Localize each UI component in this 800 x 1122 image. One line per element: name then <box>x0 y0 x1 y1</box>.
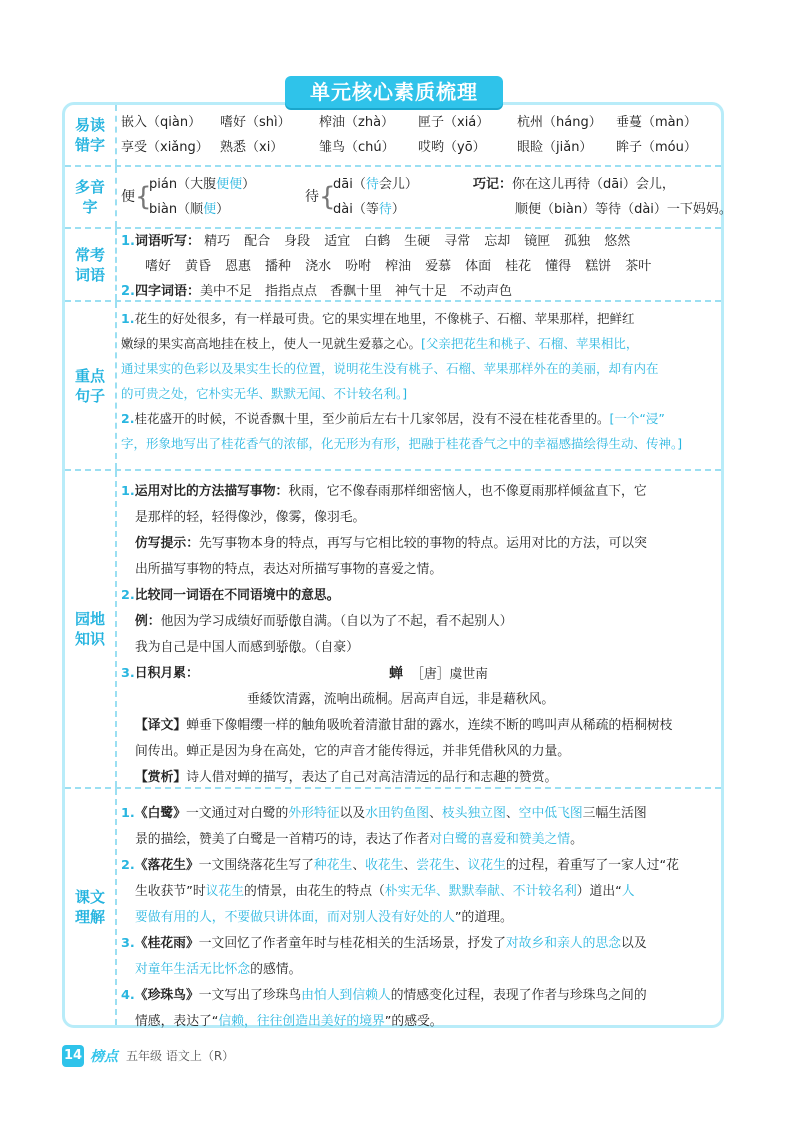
section-label: 易读错字 <box>65 105 117 165</box>
brand-logo: 榜点 <box>90 1049 118 1065</box>
page-title: 单元核心素质梳理 <box>285 76 503 108</box>
word-item: 哎哟（yō） <box>418 140 486 155</box>
content-frame <box>62 102 732 1029</box>
section-text-comprehension: 课文理解 1.《白鹭》一文通过对白鹭的外形特征以及水田钓鱼图、枝头独立图、空中低飞图三幅生活图 景的描绘，赞美了白鹭是一首精巧的诗，表达了作者对白鹭的喜爱和赞美之情。 2.《落花生》一文围绕落花生写了种花生、收花生、尝花生、议花生的过程，着重写了一家人过“花 生收获节”时议花生的情景，由花生的特点（朴实无华、默默奉献、不计较名利）道出“人 要做有用的人，不要做只讲体面，而对别人没有好处的人”的道理。 3.《桂花雨》一文回忆了作者童年时与桂花相关的生活场景，抒发了对故乡和亲人的思念以及 对童年生活无比怀念的感情。 4.《珍珠鸟》一文写出了珍珠鸟由怕人到信赖人的情感变化过程，表现了作者与珍珠鸟之间的 情感，表达了“信赖，往往创造出美好的境界”的感受。 <box>65 789 721 1025</box>
word-row <box>121 135 715 160</box>
page-number: 14 <box>62 1045 84 1067</box>
word-item: 眸子（móu） <box>616 140 697 155</box>
word-item: 杭州（háng） <box>517 115 602 130</box>
section-label: 重点句子 <box>65 302 117 469</box>
word-item: 眼睑（jiǎn） <box>517 140 593 155</box>
word-item: 雏鸟（chú） <box>319 140 395 155</box>
section-polyphones: 多音字 便 { pián（大腹便便） biàn（顺便） 待 { dāi（待会儿） dài（等待） 巧记：你在这儿再待（dāi）会儿， 顺便（biàn）等待（dài）一下妈妈。 <box>65 167 721 229</box>
memory-tip: 巧记：你在这儿再待（dāi）会儿， 顺便（biàn）等待（dài）一下妈妈。 <box>473 177 732 217</box>
section-garden-knowledge: 园地知识 1.运用对比的方法描写事物：秋雨，它不像春雨那样细密恼人，也不像夏雨那样倾盆直下，它 是那样的轻，轻得像沙，像雾，像羽毛。 仿写提示：先写事物本身的特点，再写与它相比较的事物的特点。运用对比的方法，可以突 出所描写事物的特点，表达对所描写事物的喜爱之情。 2.比较同一词语在不同语境中的意思。 例：他因为学习成绩好而骄傲自满。（自以为了不起，看不起别人） 我为自己是中国人而感到骄傲。（自豪） 3.日积月累： 蝉 ［唐］虞世南 垂緌饮清露，流响出疏桐。居高声自远，非是藉秋风。 【译文】蝉垂下像帽缨一样的触角吸吮着清澈甘甜的露水，连续不断的鸣叫声从稀疏的梧桐树枝 间传出。蝉正是因为身在高处，它的声音才能传得远，并非凭借秋风的力量。 【赏析】诗人借对蝉的描写，表达了自己对高洁清远的品行和志趣的赞赏。 <box>65 471 721 789</box>
section-label: 课文理解 <box>65 789 117 1025</box>
word-item: 嗜好（shì） <box>220 115 291 130</box>
section-key-sentences: 重点句子 1.花生的好处很多，有一样最可贵。它的果实埋在地里，不像桃子、石榴、苹果那样，把鲜红 嫩绿的果实高高地挂在枝上，使人一见就生爱慕之心。[父亲把花生和桃子、石榴、苹果相比， 通过果实的色彩以及果实生长的位置，说明花生没有桃子、石榴、苹果那样外在的美丽，却有内在 的可贵之处，它朴实无华、默默无闻、不计较名利。] 2.桂花盛开的时候，不说香飘十里，至少前后左右十几家邻居，没有不浸在桂花香里的。[一个“浸” 字，形象地写出了桂花香气的浓郁，化无形为有形，把融于桂花香气之中的幸福感描绘得生动、传神。] <box>65 302 721 471</box>
section-label: 常考词语 <box>65 229 117 300</box>
section-label: 园地知识 <box>65 471 117 787</box>
footer-caption: 五年级 语文上（R） <box>126 1049 235 1063</box>
word-item: 榨油（zhà） <box>319 115 395 130</box>
section-vocabulary: 常考词语 1.词语听写： 精巧 配合 身段 适宜 白鹤 生硬 寻常 忘却 镜匣 孤独 悠然 嗜好 黄昏 恩惠 播种 浇水 吩咐 榨油 爱慕 体面 桂花 懂得 糕饼 茶叶 2.四字词语：美中不足 指指点点 香飘十里 神气十足 不动声色 <box>65 229 721 302</box>
word-list: 精巧 配合 身段 适宜 白鹤 生硬 寻常 忘却 镜匣 孤独 悠然 <box>204 234 631 249</box>
section-label: 多音字 <box>65 167 117 227</box>
word-list: 嗜好 黄昏 恩惠 播种 浇水 吩咐 榨油 爱慕 体面 桂花 懂得 糕饼 茶叶 <box>145 259 652 274</box>
word-item: 享受（xiǎng） <box>121 140 209 155</box>
word-item: 熟悉（xi） <box>220 140 284 155</box>
word-row <box>121 110 715 135</box>
section-pronunciation <box>65 105 721 167</box>
word-item: 嵌入（qiàn） <box>121 115 202 130</box>
word-item: 匣子（xiá） <box>418 115 490 130</box>
word-item: 垂蔓（màn） <box>616 115 697 130</box>
poem-text: 垂緌饮清露，流响出疏桐。居高声自远，非是藉秋风。 <box>247 692 555 707</box>
